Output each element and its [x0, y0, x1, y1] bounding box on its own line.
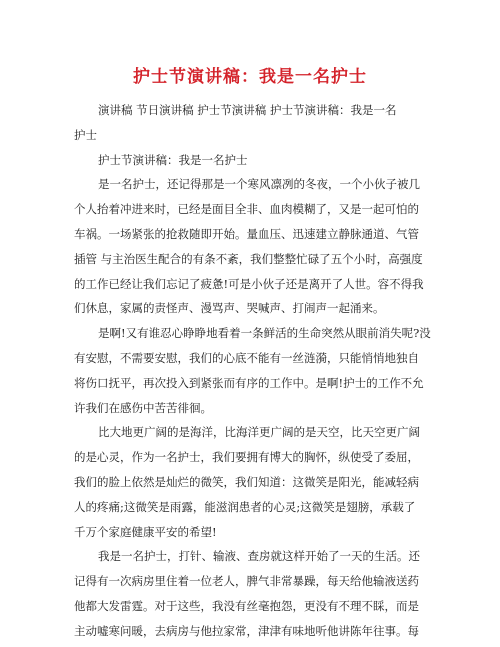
document-title: 护士节演讲稿：我是一名护士 — [133, 67, 367, 87]
paragraph-line: 是一名护士，还记得那是一个寒风凛冽的冬夜，一个小伙子被几 — [98, 177, 420, 192]
paragraph-line: 插管 与主治医生配合的有条不紊，我们整整忙碌了五个小时，高强度 — [74, 251, 423, 266]
paragraph-line: 护士 — [74, 127, 97, 142]
paragraph-line: 千万个家庭健康平安的希望! — [74, 524, 217, 539]
paragraph-line: 将伤口抚平，再次投入到紧张而有序的工作中。是啊!护士的工作不允 — [74, 375, 424, 390]
paragraph-line: 我们的脸上依然是灿烂的微笑，我们知道：这微笑是阳光，能减轻病 — [74, 474, 419, 489]
document-body — [74, 98, 434, 644]
paragraph-line: 人的疼痛;这微笑是雨露，能滋润患者的心灵;这微笑是翅膀，承载了 — [74, 499, 416, 514]
paragraph-line: 比大地更广阔的是海洋，比海洋更广阔的是天空，比天空更广阔 — [98, 425, 420, 440]
paragraph-line: 他都大发雷霆。对于这些，我没有丝毫抱怨，更没有不理不睬，而是 — [74, 598, 419, 613]
paragraph-line: 们休息，家属的责怪声、漫骂声、哭喊声、打闹声一起涌来。 — [74, 301, 385, 316]
paragraph-line: 记得有一次病房里住着一位老人，脾气非常暴躁，每天给他输液送药 — [74, 574, 419, 589]
paragraph-line: 护士节演讲稿：我是一名护士 — [98, 152, 248, 167]
paragraph-line: 有安慰，不需要安慰，我们的心底不能有一丝涟漪，只能悄悄地独自 — [74, 350, 419, 365]
paragraph-line: 我是一名护士，打针、输液、查房就这样开始了一天的生活。还 — [98, 549, 420, 564]
paragraph-line: 主动嘘寒问暖，去病房与他拉家常，津津有味地听他讲陈年往事。每 — [74, 623, 419, 638]
paragraph-line: 许我们在感伤中苦苦徘徊。 — [74, 400, 212, 415]
paragraph-line: 演讲稿 节日演讲稿 护士节演讲稿 护士节演讲稿：我是一名 — [98, 103, 397, 117]
paragraph-line: 的是心灵，作为一名护士，我们要拥有博大的胸怀，纵使受了委屈， — [74, 450, 419, 465]
paragraph-line: 的工作已经让我们忘记了疲惫!可是小伙子还是离开了人世。容不得我 — [74, 276, 424, 291]
paragraph-line: 车祸。一场紧张的抢救随即开始。量血压、迅速建立静脉通道、气管 — [74, 226, 419, 241]
paragraph-line: 是啊!又有谁忍心睁睁地看着一条鲜活的生命突然从眼前消失呢?没 — [98, 326, 431, 341]
paragraph-line: 个人抬着冲进来时，已经是面目全非、血肉模糊了，又是一起可怕的 — [74, 202, 419, 217]
